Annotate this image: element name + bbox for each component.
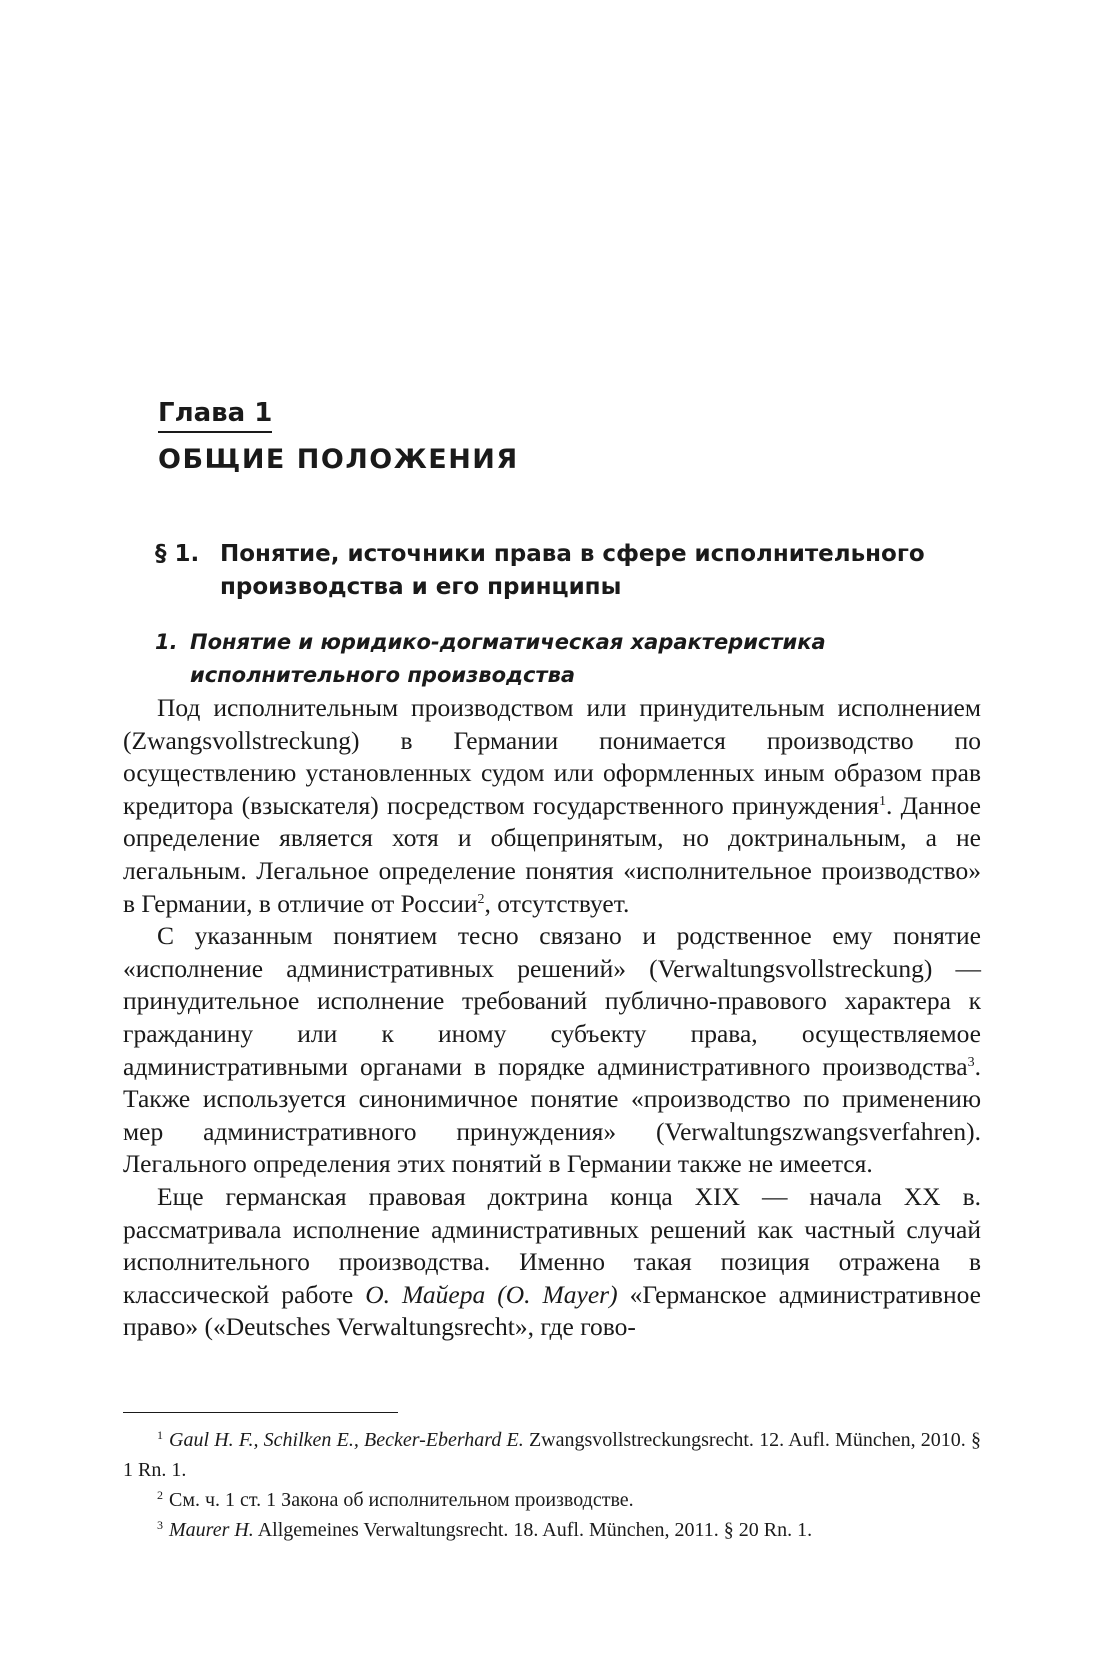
footnote-3-marker: 3: [157, 1518, 163, 1532]
subsection-title: Понятие и юридико-догматическая характеристика исполнительного производства: [190, 630, 826, 687]
paragraph-1-text-c: , отсутствует.: [484, 888, 630, 918]
paragraph-3-text-b: «Германское административное право» («Deutsches Verwaltungsrecht», где гово-: [123, 1279, 981, 1342]
paragraph-1-text-b: . Данное определение является хотя и общепринятым, но доктринальным, а не легальным. Легальное определение понятия «исполнительное производство» в Германии, в отличие от России: [123, 790, 981, 918]
footnotes: [123, 1425, 981, 1545]
footnote-ref-1: 1: [878, 793, 886, 809]
paragraph-3-text-a: Еще германская правовая доктрина конца XIX — начала XX в. рассматривала исполнение административных решений как частный случай исполнительного производства. Именно такая позиция отражена в классической работе: [123, 1181, 981, 1309]
paragraph-1-text-a: Под исполнительным производством или принудительным исполнением (Zwangsvollstreckung) в Германии понимается производство по осуществлению установленных судом или оформленных иным образом прав кредитора (взыскателя) посредством государственного принуждения: [123, 693, 981, 820]
subsection-heading: [155, 626, 955, 692]
footnote-2-marker: 2: [157, 1488, 163, 1502]
footnote-1-text: Zwangsvollstreckungsrecht. 12. Aufl. München, 2010. § 1 Rn. 1.: [123, 1429, 981, 1481]
body-text: [123, 692, 981, 1344]
footnote-2: [123, 1485, 981, 1515]
section-title: Понятие, источники права в сфере исполнительного производства и его принципы: [220, 541, 925, 600]
paragraph-1: [123, 692, 981, 920]
footnote-ref-3: 3: [967, 1054, 975, 1070]
footnote-divider: [123, 1412, 398, 1413]
footnote-1: [123, 1425, 981, 1485]
paragraph-3-author: О. Майера (O. Mayer): [365, 1279, 618, 1309]
footnote-3: [123, 1515, 981, 1545]
footnote-ref-2: 2: [477, 891, 485, 907]
footnote-3-authors: Maurer H.: [169, 1519, 254, 1541]
footnote-1-marker: 1: [157, 1428, 163, 1442]
subsection-number: 1.: [155, 630, 178, 654]
paragraph-2: [123, 920, 981, 1181]
footnote-2-text: См. ч. 1 ст. 1 Закона об исполнительном производстве.: [169, 1489, 634, 1511]
footnote-1-authors: Gaul H. F., Schilken E., Becker-Eberhard E.: [169, 1429, 524, 1451]
paragraph-3: [123, 1181, 981, 1344]
section-heading: [155, 538, 955, 604]
paragraph-2-text-a: С указанным понятием тесно связано и родственное ему понятие «исполнение административных решений» (Verwaltungsvollstreckung) — принудительное исполнение требований публично-правового характера к гражданину или к иному субъекту права, осуществляемое административными органами в порядке административного производства: [123, 921, 981, 1081]
chapter-label: Глава 1: [158, 396, 272, 433]
section-number: § 1.: [155, 541, 200, 567]
footnote-3-text: Allgemeines Verwaltungsrecht. 18. Aufl. München, 2011. § 20 Rn. 1.: [253, 1519, 813, 1541]
paragraph-2-text-b: . Также используется синонимичное понятие «производство по применению мер административного принуждения» (Verwaltungszwangsverfahren). Легального определения этих понятий в Германии также не имеется.: [123, 1051, 981, 1179]
chapter-title: ОБЩИЕ ПОЛОЖЕНИЯ: [158, 444, 519, 475]
